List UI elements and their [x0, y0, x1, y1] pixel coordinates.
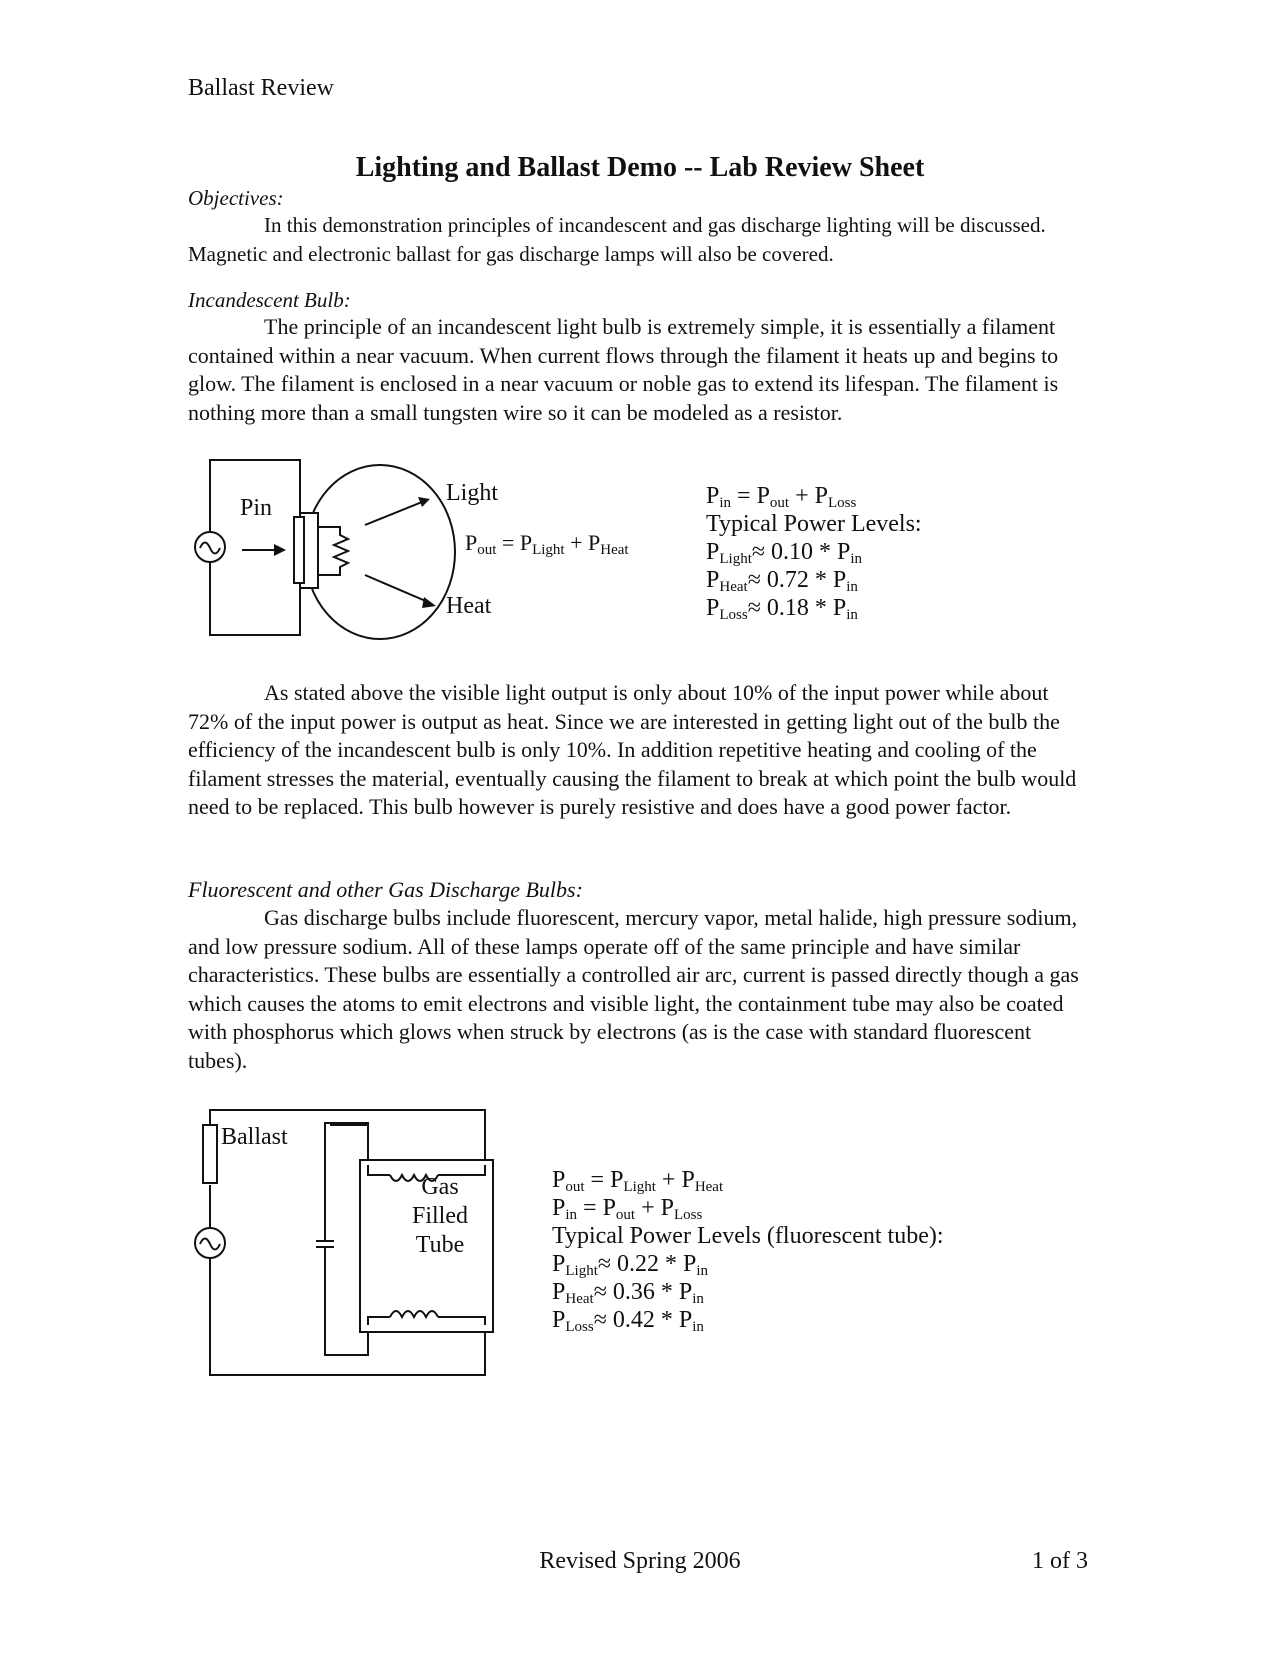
heat-arrow-icon	[365, 575, 436, 608]
incandescent-analysis-text: As stated above the visible light output is only about 10% of the input power while about 72% of the input power is output as heat. Since we are interested in getting light out of the bulb the efficiency of the incandescent bulb is only 10%. In addition repetitive heating and cooling of the filament stresses the material, eventually causing the filament to break at which point the bulb would need to be replaced. This bulb however is purely resistive and does have a good power factor.	[188, 680, 1077, 820]
incandescent-heading: Incandescent Bulb:	[188, 288, 351, 312]
bulb-icon	[294, 465, 455, 639]
levels-heading: Typical Power Levels:	[706, 511, 922, 537]
objectives-paragraph	[188, 211, 1088, 268]
level-loss: $P_{Loss}\approx 0.18 * P_{in}$	[706, 595, 858, 623]
level-light: $P_{Light}\approx 0.10 * P_{in}$	[706, 539, 863, 567]
level-heat: $P_{Heat}\approx 0.72 * P_{in}$	[706, 567, 858, 595]
page-title: Lighting and Ballast Demo -- Lab Review Sheet	[355, 152, 925, 183]
light-label: Light	[446, 480, 498, 506]
footer-revised: Revised Spring 2006	[539, 1548, 741, 1574]
fluorescent-levels-heading: Typical Power Levels (fluorescent tube):	[552, 1223, 944, 1249]
gas-discharge-paragraph	[188, 904, 1088, 1076]
gas-discharge-heading: Fluorescent and other Gas Discharge Bulbs:	[188, 877, 583, 902]
objectives-heading: Objectives:	[188, 186, 284, 210]
heat-label: Heat	[446, 593, 492, 619]
incandescent-text: The principle of an incandescent light bulb is extremely simple, it is essentially a filament contained within a near vacuum. When current flows through the filament it heats up and begins to glow. The filament is enclosed in a near vacuum or noble gas to extend its lifespan. The filament is nothing more than a small tungsten wire so it can be modeled as a resistor.	[188, 314, 1059, 425]
current-arrow-icon	[242, 544, 286, 556]
objectives-text: In this demonstration principles of incandescent and gas discharge lighting will be discussed. Magnetic and electronic ballast for gas discharge lamps will also be covered.	[188, 213, 1046, 266]
ac-source-icon	[195, 532, 225, 562]
pin-equation: $P_{in} = P_{out} + P_{Loss}$	[552, 1195, 703, 1223]
capacitor-icon	[315, 1233, 335, 1255]
pout-diagram-equation: $P_{out} = P_{Light} + P_{Heat}$	[465, 530, 629, 558]
fluorescent-equations	[552, 1166, 944, 1334]
fluorescent-level-light: $P_{Light}\approx 0.22 * P_{in}$	[552, 1251, 709, 1279]
fluorescent-level-heat: $P_{Heat}\approx 0.36 * P_{in}$	[552, 1279, 704, 1307]
fluorescent-level-loss: $P_{Loss}\approx 0.42 * P_{in}$	[552, 1307, 704, 1335]
ballast-icon	[203, 1125, 217, 1183]
incandescent-paragraph	[188, 313, 1088, 427]
ballast-label: Ballast	[221, 1124, 288, 1150]
tube-label: Gas Filled Tube	[411, 1174, 468, 1258]
light-arrow-icon	[365, 497, 430, 525]
incandescent-equations	[706, 482, 922, 622]
running-header: Ballast Review	[188, 75, 334, 101]
ac-source-icon	[195, 1228, 225, 1258]
pout-equation: $P_{out} = P_{Light} + P_{Heat}$	[552, 1167, 724, 1195]
pin-label: Pin	[240, 495, 273, 521]
incandescent-analysis-paragraph	[188, 679, 1088, 822]
footer-page-number: 1 of 3	[1032, 1548, 1088, 1574]
power-balance-equation: $P_{in} = P_{out} + P_{Loss}$	[706, 483, 857, 511]
gas-discharge-text: Gas discharge bulbs include fluorescent, mercury vapor, metal halide, high pressure sodium, and low pressure sodium. All of these lamps operate off of the same principle and have similar characteristics. These bulbs are essentially a controlled air arc, current is passed directly though a gas which causes the atoms to emit electrons and visible light, the containment tube may also be coated with phosphorus which glows when struck by electrons (as is the case with standard fluorescent tubes).	[188, 905, 1079, 1073]
